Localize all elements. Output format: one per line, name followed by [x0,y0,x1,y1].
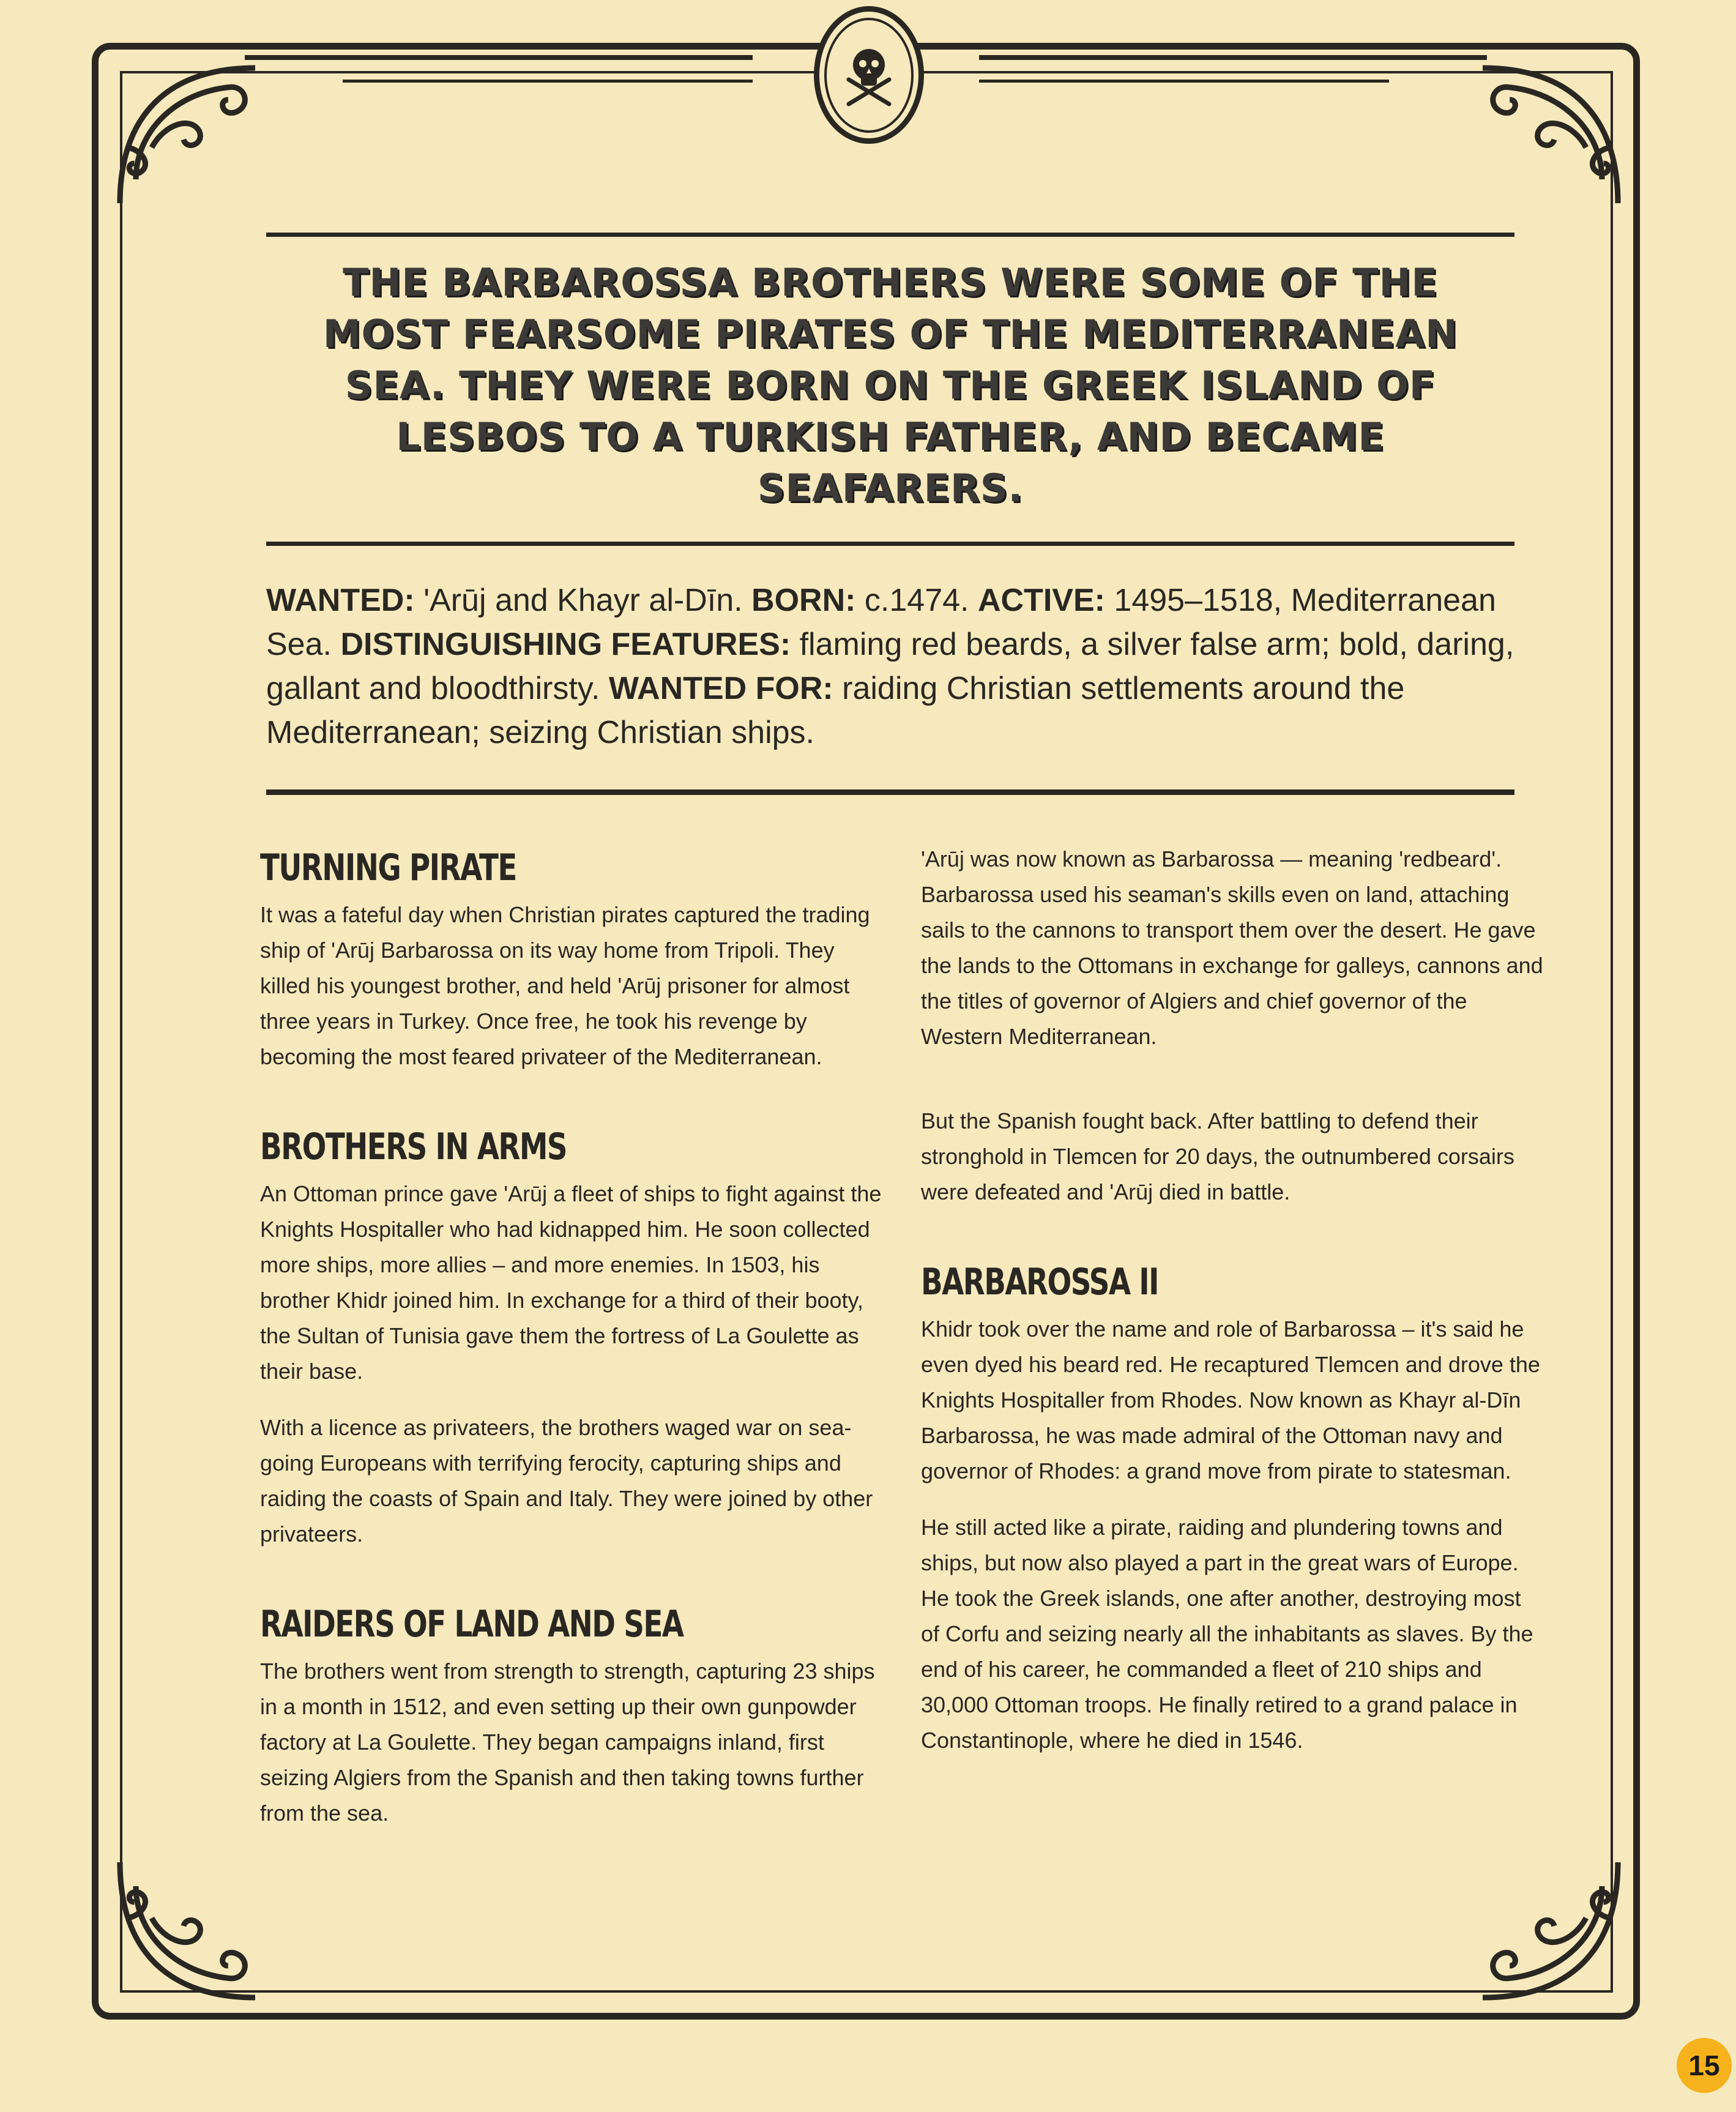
corner-scroll-bottom-left [104,1854,263,2013]
active-value: 1495–1518, Mediterranean Sea. [266,583,1496,662]
right-column [921,841,1545,1758]
wanted-for-value: raiding Christian settlements around the Mediterranean; seizing Christian ships. [266,671,1405,750]
wanted-summary [266,578,1514,755]
wanted-rule-bottom [266,789,1514,795]
wanted-value: 'Arūj and Khayr al-Dīn. [423,583,743,618]
emblem-medallion [814,6,924,144]
corner-scroll-top-left [104,52,263,211]
barbarossa-intro-text-2: But the Spanish fought back. After battling to defend their stronghold in Tlemcen for 20 days, the outnumbered corsairs were defeated and 'Arūj died in battle. [921,1108,1514,1204]
left-column [260,845,884,1831]
features-label: DISTINGUISHING FEATURES: [340,627,791,662]
headline-rule-top [266,233,1514,237]
wanted-label: WANTED: [266,583,415,618]
headline-rule-bottom [266,542,1514,546]
active-label: ACTIVE: [977,583,1105,618]
turning-pirate-text: It was a fateful day when Christian pirates captured the trading ship of 'Arūj Barbarossa on its way home from Tripoli. They killed his youngest brother, and held 'Arūj prisoner for almost three years in Turkey. Once free, he took his revenge by becoming the most feared privateer of the Mediterranean. [260,902,870,1069]
born-value: c.1474. [864,583,969,618]
brothers-in-arms-text-2: With a licence as privateers, the brothers waged war on sea-going Europeans with terrifying ferocity, capturing ships and raiding the coasts of Spain and Italy. They were joined by other privateers. [260,1415,873,1547]
barbarossa-intro-text-1: 'Arūj was now known as Barbarossa — meaning 'redbeard'. Barbarossa used his seaman's skills even on land, attaching sails to the cannons to transport them over the desert. He gave the lands to the Ottomans in exchange for galleys, cannons and the titles of governor of Algiers and chief governor of the Western Mediterranean. [921,846,1543,1049]
barbarossa-ii-text-2: He still acted like a pirate, raiding and plundering towns and ships, but now also played a part in the great wars of Europe. He took the Greek islands, one after another, destroying most of Corfu and seizing nearly all the inhabitants as slaves. By the end of his career, he commanded a fleet of 210 ships and 30,000 Ottoman troops. He finally retired to a grand palace in Constantinople, where he died in 1546. [921,1515,1533,1753]
skull-crossbones-icon [841,42,896,109]
intro-headline: THE BARBAROSSA BROTHERS WERE SOME OF THE MOST FEARSOME PIRATES OF THE MEDITERRANEAN SEA. THEY WERE BORN ON THE GREEK ISLAND OF LESBOS TO A TURKISH FATHER, AND BECAME SEAFARERS. [322,260,1458,510]
born-label: BORN: [751,583,856,618]
corner-scroll-bottom-right [1475,1854,1634,2013]
top-rule-left [245,55,753,60]
wanted-for-label: WANTED FOR: [608,671,833,706]
barbarossa-ii-text-1: Khidr took over the name and role of Barbarossa – it's said he even dyed his beard red. He recaptured Tlemcen and drove the Knights Hospitaller from Rhodes. Now known as Khayr al-Dīn Barbarossa, he was made admiral of the Ottoman navy and governor of Rhodes: a grand move from pirate to statesman. [921,1316,1540,1483]
corner-scroll-top-right [1475,52,1634,211]
top-rule-left-inner [343,80,753,83]
raiders-text: The brothers went from strength to strength, capturing 23 ships in a month in 1512, and even setting up their own gunpowder factory at La Goulette. They began campaigns inland, first seizing Algiers from the Spanish and then taking towns further from the sea. [260,1659,875,1826]
page-number-badge: 15 [1677,2038,1732,2093]
top-rule-right-inner [979,80,1389,83]
heading-barbarossa-ii: BARBAROSSA II [921,1261,1159,1304]
heading-turning-pirate: TURNING PIRATE [260,846,516,889]
heading-brothers-in-arms: BROTHERS IN ARMS [260,1125,567,1168]
features-value: flaming red beards, a silver false arm; bold, daring, gallant and bloodthirsty. [266,627,1514,706]
heading-raiders: RAIDERS OF LAND AND SEA [260,1603,684,1646]
brothers-in-arms-text-1: An Ottoman prince gave 'Arūj a fleet of ships to fight against the Knights Hospitaller who had kidnapped him. He soon collected more ships, more allies – and more enemies. In 1503, his brother Khidr joined him. In exchange for a third of their booty, the Sultan of Tunisia gave them the fortress of La Goulette as their base. [260,1181,882,1384]
top-rule-right [979,55,1487,60]
